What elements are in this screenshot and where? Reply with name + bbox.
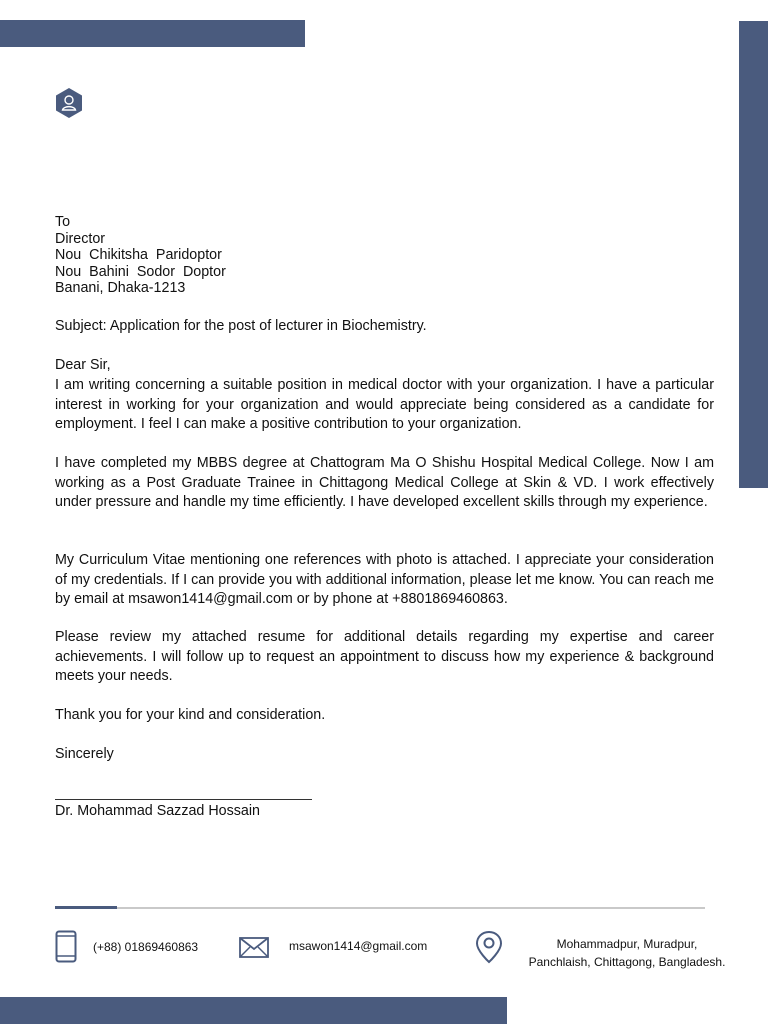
envelope-icon [239,937,269,963]
recipient-address [55,214,715,297]
location-pin-icon [475,930,503,969]
signature-line [55,799,312,800]
body-paragraph: My Curriculum Vitae mentioning one references with photo is attached. I appreciate your consideration of my credentials. If I can provide you with additional information, please let me know. You can reach me by email at msawon1414@gmail.com or by phone at +8801869460863. [55,552,714,607]
recipient-line: Banani, Dhaka-1213 [55,280,186,296]
subject-line: Subject: Application for the post of lecturer in Biochemistry. [55,318,427,334]
recipient-line: Nou Chikitsha Paridoptor [55,247,222,263]
user-hexagon-icon [54,87,84,119]
footer-email: msawon1414@gmail.com [289,939,428,953]
body-paragraph: I am writing concerning a suitable position in medical doctor with your organization. I have a particular interest in working for your organization and would appreciate being considered as a candidate for employment. I feel I can make a positive contribution to your organization. [55,377,714,432]
recipient-line: Director [55,230,106,247]
phone-icon [55,930,77,968]
footer-divider [55,907,705,909]
header-accent-bar [0,20,305,47]
footer-address [512,935,742,971]
body-paragraph: I have completed my MBBS degree at Chattogram Ma O Shishu Hospital Medical College. Now I am working as a Post Graduate Trainee in Chittagong Medical College at Skin & VD. I work effectively under pressure and handle my time efficiently. I have developed excellent skills through my experience. [55,455,714,510]
footer-divider-accent [55,906,117,909]
body-paragraph: Please review my attached resume for additional details regarding my expertise and career achievements. I will follow up to request an appointment to discuss how my experience & background meets your needs. [55,629,714,684]
salutation: Dear Sir, [55,357,111,373]
recipient-line: To [55,214,71,230]
footer-accent-bar [0,997,507,1024]
side-accent-bar [739,21,768,488]
signature-name: Dr. Mohammad Sazzad Hossain [55,803,261,819]
footer-address-line: Mohammadpur, Muradpur, [556,937,698,951]
closing: Sincerely [55,746,114,762]
footer-address-line: Panchlaish, Chittagong, Bangladesh. [528,955,726,969]
footer-phone: (+88) 01869460863 [93,940,199,954]
body-paragraph: Thank you for your kind and consideration. [55,707,326,723]
recipient-line: Nou Bahini Sodor Doptor [55,263,226,280]
